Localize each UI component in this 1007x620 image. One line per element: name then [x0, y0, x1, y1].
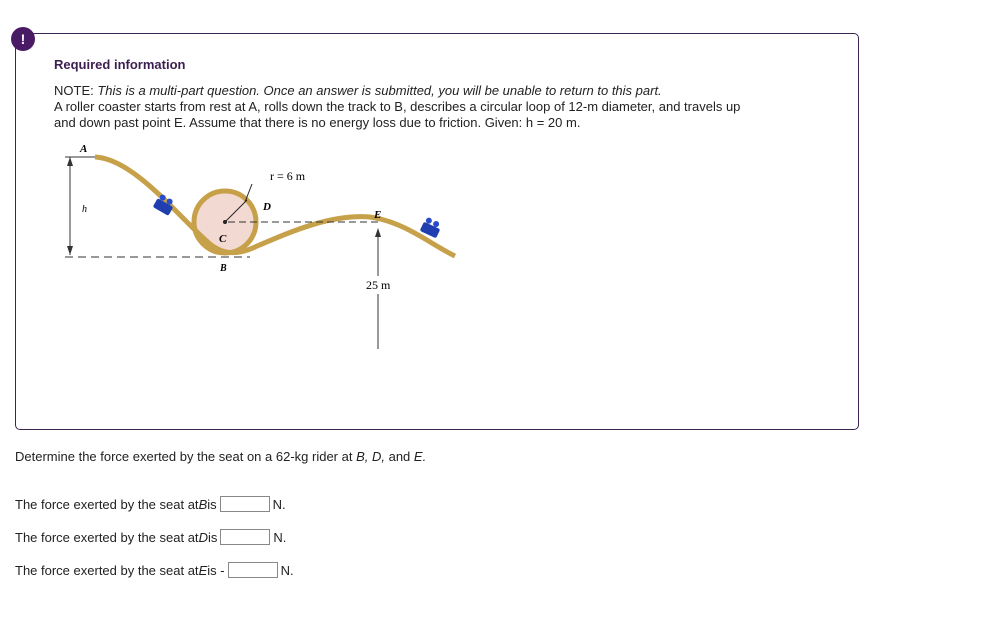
label-25m: 25 m [366, 278, 391, 292]
label-a: A [80, 144, 88, 155]
answer-e-point: E [198, 562, 208, 578]
h-arrow-top [67, 157, 73, 166]
problem-line-1: A roller coaster starts from rest at A, rolls down the track to B, describes a circular loop of 12-m diameter, and travels up [54, 99, 741, 114]
answer-b-suffix: is [207, 496, 217, 512]
label-d: D [263, 201, 271, 213]
answer-d-input[interactable] [220, 529, 270, 545]
e-arrow-top [375, 228, 381, 237]
note-text [54, 83, 662, 98]
note-body: This is a multi-part question. Once an answer is submitted, you will be unable to return to this part. [97, 83, 662, 98]
answer-e-unit: N. [280, 562, 294, 578]
note-prefix: NOTE: [54, 83, 98, 98]
answer-b-unit: N. [272, 496, 286, 512]
answer-d-unit: N. [273, 529, 287, 545]
answer-e-sign: - [216, 562, 225, 578]
alert-icon: ! [11, 27, 35, 51]
answer-d-suffix: is [207, 529, 218, 545]
answer-e-suffix: is [207, 562, 217, 578]
answer-row-d [15, 529, 286, 545]
center-dot [223, 220, 227, 224]
answer-d-prefix: The force exerted by the seat at [15, 529, 199, 545]
answer-e-input[interactable] [228, 562, 278, 578]
question-last: E. [413, 449, 427, 464]
problem-line-2: and down past point E. Assume that there is no energy loss due to friction. Given: h = 20 m. [54, 115, 581, 130]
answer-b-point: B [198, 496, 208, 512]
question-and: and [384, 449, 414, 464]
question-text [15, 449, 426, 464]
answer-e-prefix: The force exerted by the seat at [15, 562, 199, 578]
label-c: C [219, 233, 227, 245]
label-b: B [220, 263, 227, 274]
label-r: r = 6 m [270, 169, 306, 183]
answer-row-e [15, 562, 294, 578]
answer-d-point: D [198, 529, 208, 545]
roller-coaster-figure [60, 144, 460, 349]
answer-b-prefix: The force exerted by the seat at [15, 496, 199, 512]
label-h: h [82, 204, 87, 215]
answer-b-input[interactable] [220, 496, 270, 512]
question-points: B, D, [356, 449, 385, 464]
answer-row-b [15, 496, 286, 512]
required-info-box [15, 33, 859, 430]
h-arrow-bottom [67, 246, 73, 255]
problem-statement [54, 99, 814, 131]
question-prefix: Determine the force exerted by the seat on a 62-kg rider at [15, 449, 357, 464]
label-e: E [374, 209, 382, 221]
required-info-title: Required information [54, 57, 186, 72]
